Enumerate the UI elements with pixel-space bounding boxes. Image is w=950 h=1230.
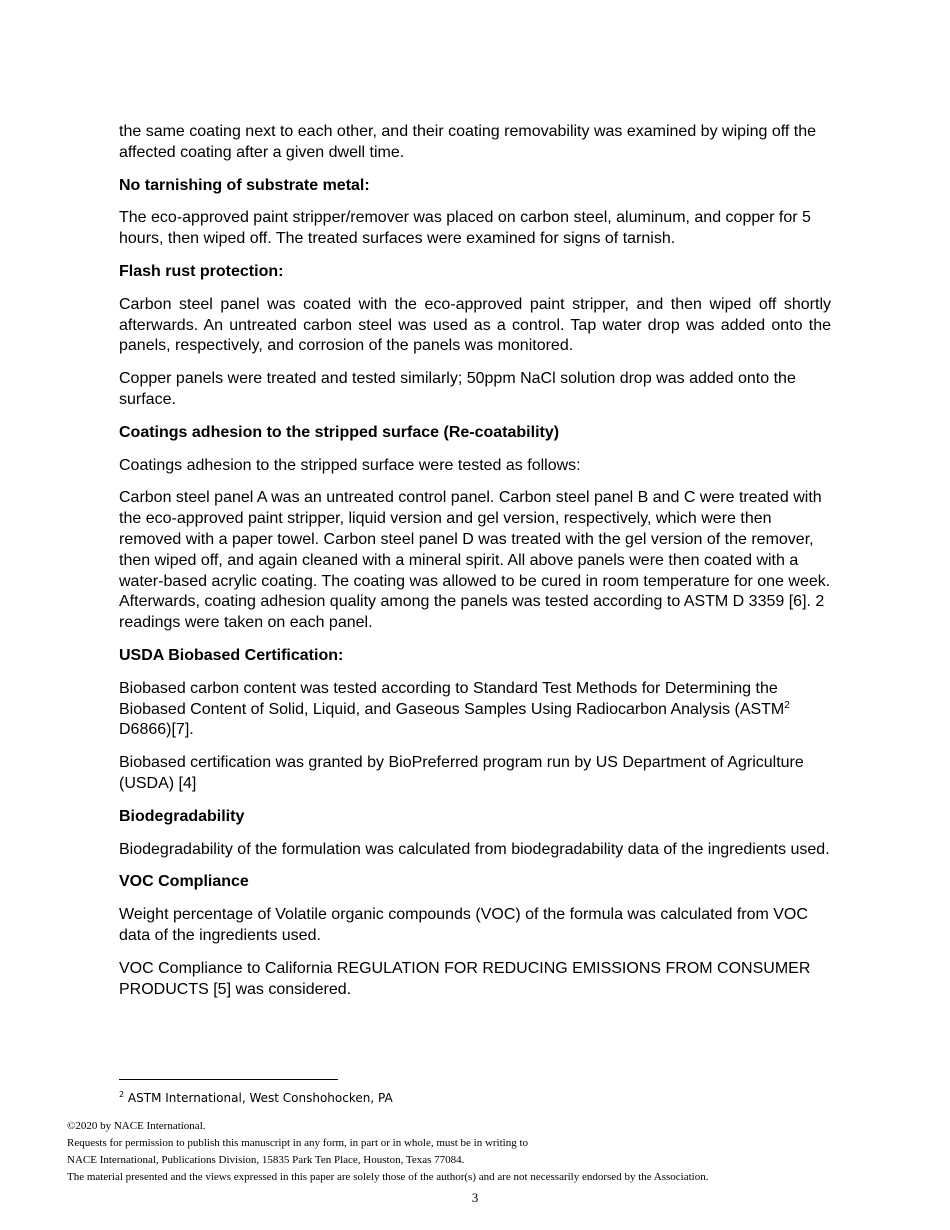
paragraph-adhesion-1: Coatings adhesion to the stripped surface were tested as follows: bbox=[119, 456, 581, 474]
footnote-text: ASTM International, West Conshohocken, PA bbox=[124, 1091, 393, 1105]
footnote-divider bbox=[119, 1079, 338, 1080]
footnote-reference: 2 bbox=[784, 699, 790, 711]
paragraph-flash-rust-2: Copper panels were treated and tested similarly; 50ppm NaCl solution drop was added onto the surface. bbox=[119, 370, 796, 408]
page-number: 3 bbox=[471, 1190, 479, 1205]
permission-line: Requests for permission to publish this manuscript in any form, in part or in whole, must be in writing to bbox=[67, 1137, 529, 1149]
copyright-notice bbox=[67, 1118, 708, 1186]
paragraph-adhesion-2: Carbon steel panel A was an untreated control panel. Carbon steel panel B and C were treated with the eco-approved paint stripper, liquid version and gel version, respectively, which were then removed with a paper towel. Carbon steel panel D was treated with the gel version of the remover, then wiped off, and again cleaned with a mineral spirit. All above panels were then coated with a water-based acrylic coating. The coating was allowed to be cured in room temperature for one week. Afterwards, coating adhesion quality among the panels was tested according to ASTM D 3359 [6]. 2 readings were taken on each panel. bbox=[119, 489, 831, 632]
paragraph-flash-rust-1: Carbon steel panel was coated with the eco-approved paint stripper, and then wiped off shortly afterwards. An untreated carbon steel was used as a control. Tap water drop was added onto the panels, respectively, and corrosion of the panels was monitored. bbox=[119, 295, 831, 355]
paragraph-biodegradability: Biodegradability of the formulation was calculated from biodegradability data of the ingredients used. bbox=[119, 840, 830, 858]
paragraph-usda-1 bbox=[119, 679, 831, 741]
copyright-line: ©2020 by NACE International. bbox=[67, 1120, 206, 1132]
heading-voc-compliance: VOC Compliance bbox=[119, 873, 249, 891]
heading-no-tarnishing: No tarnishing of substrate metal: bbox=[119, 176, 370, 194]
heading-biodegradability: Biodegradability bbox=[119, 807, 245, 825]
footnote-marker: 2 bbox=[119, 1090, 125, 1099]
heading-usda-certification: USDA Biobased Certification: bbox=[119, 646, 344, 664]
page-body bbox=[119, 122, 831, 1012]
heading-coatings-adhesion: Coatings adhesion to the stripped surface (Re-coatability) bbox=[119, 423, 560, 441]
usda-text-part-1: Biobased carbon content was tested according to Standard Test Methods for Determining the Biobased Content of Solid, Liquid, and Gaseous Samples Using Radiocarbon Analysis (ASTM bbox=[119, 679, 785, 718]
paragraph-tarnish: The eco-approved paint stripper/remover was placed on carbon steel, aluminum, and copper for 5 hours, then wiped off. The treated surfaces were examined for signs of tarnish. bbox=[119, 209, 811, 248]
usda-text-part-2: D6866)[7]. bbox=[119, 721, 194, 739]
footnote bbox=[119, 1089, 393, 1107]
paragraph-usda-2: Biobased certification was granted by BioPreferred program run by US Department of Agriculture (USDA) [4] bbox=[119, 754, 804, 792]
paragraph-voc-1: Weight percentage of Volatile organic compounds (VOC) of the formula was calculated from VOC data of the ingredients used. bbox=[119, 906, 808, 944]
address-line: NACE International, Publications Division, 15835 Park Ten Place, Houston, Texas 77084. bbox=[67, 1154, 465, 1166]
continued-paragraph: the same coating next to each other, and their coating removability was examined by wiping off the affected coating after a given dwell time. bbox=[119, 123, 816, 161]
heading-flash-rust: Flash rust protection: bbox=[119, 262, 284, 280]
disclaimer-line: The material presented and the views expressed in this paper are solely those of the author(s) and are not necessarily endorsed by the Association. bbox=[67, 1171, 709, 1183]
paragraph-voc-2: VOC Compliance to California REGULATION FOR REDUCING EMISSIONS FROM CONSUMER PRODUCTS [5] was considered. bbox=[119, 959, 811, 998]
